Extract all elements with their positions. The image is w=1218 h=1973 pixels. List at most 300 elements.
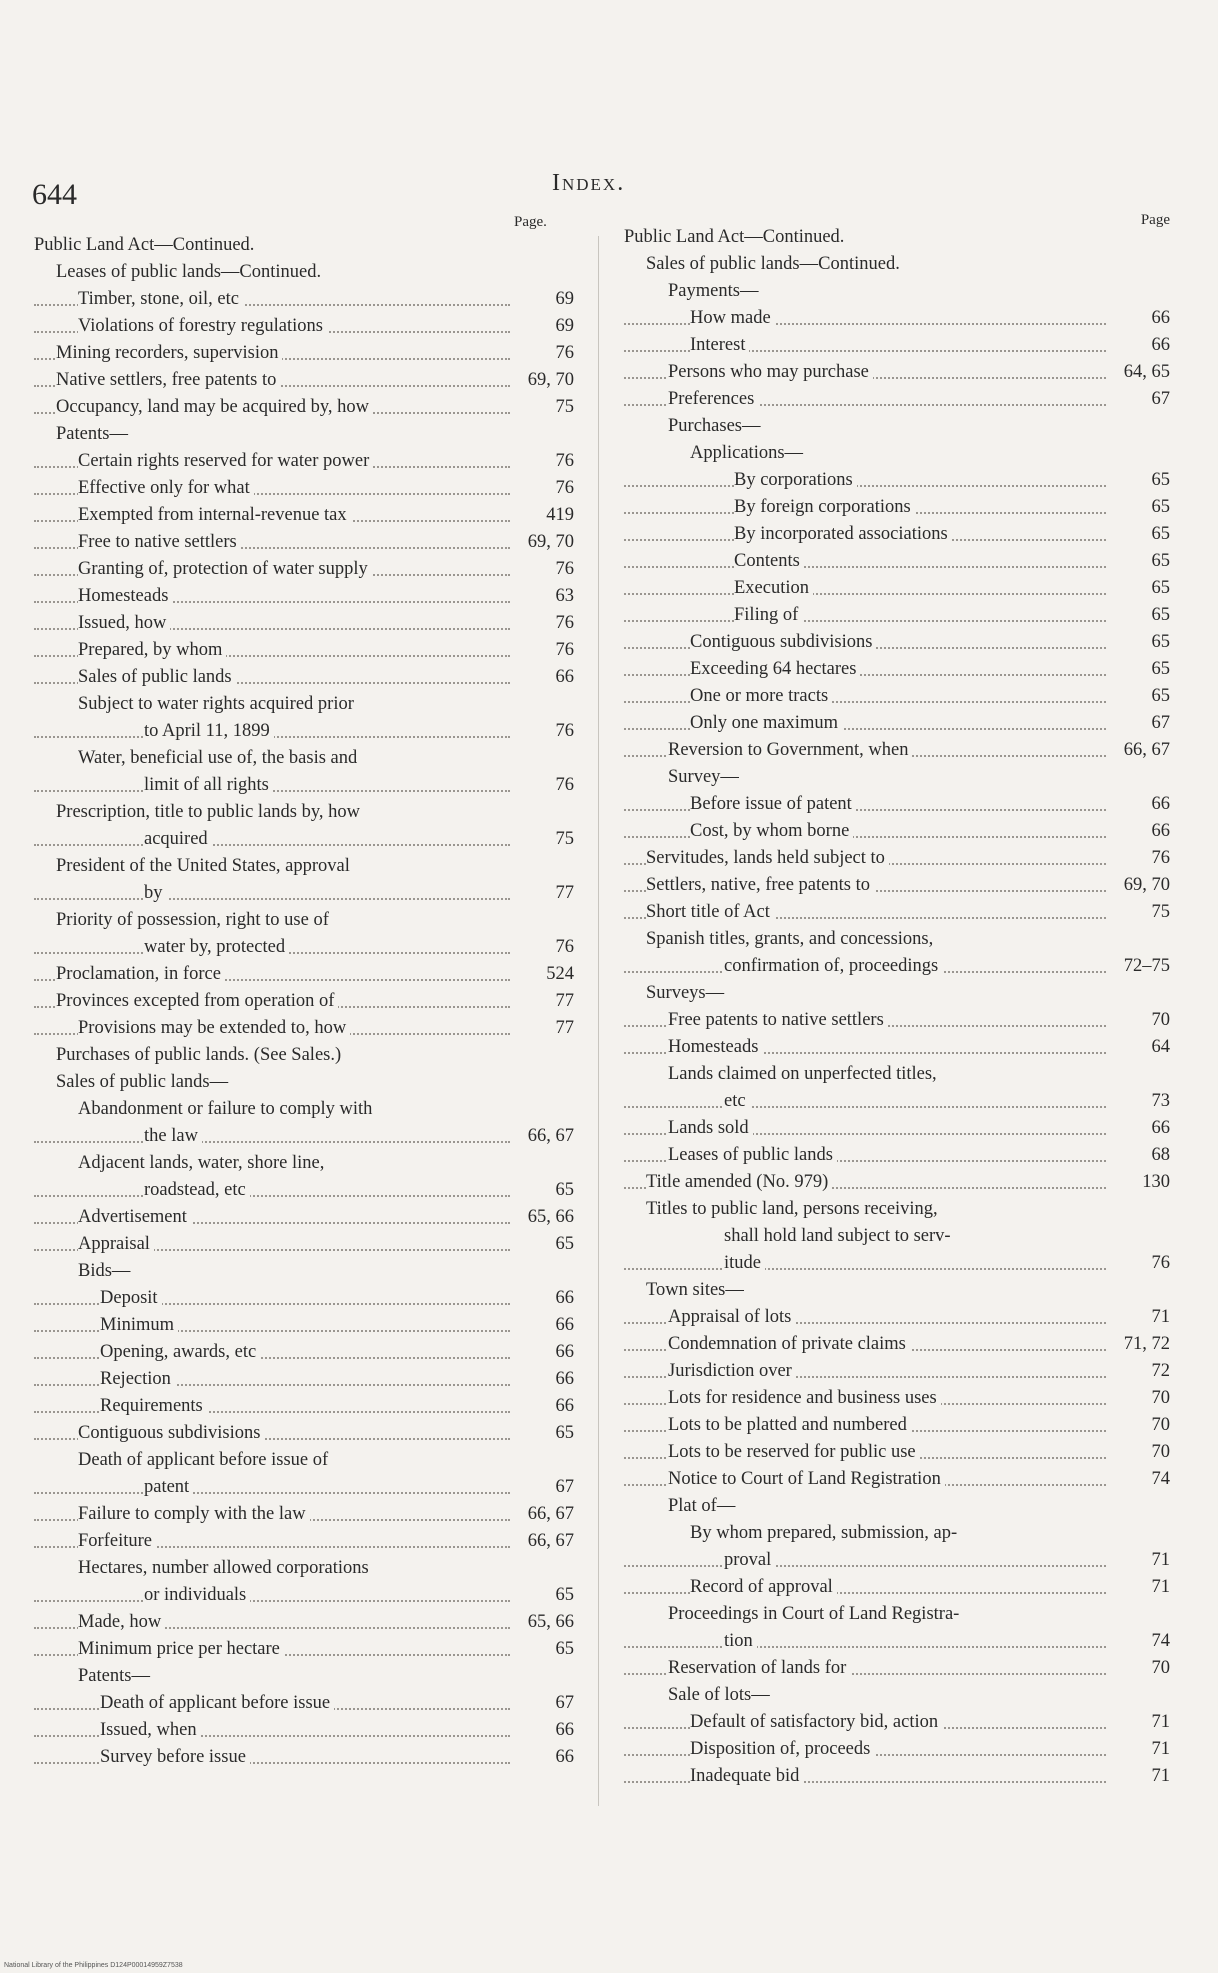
- index-entry-page: 65: [1108, 575, 1170, 602]
- index-entry-label: Lots for residence and business uses: [668, 1388, 941, 1408]
- index-entry: [624, 1493, 1170, 1520]
- index-entry-page: 73: [1108, 1088, 1170, 1115]
- index-entry-label: Homesteads: [78, 586, 172, 606]
- index-entry-page: 69, 70: [512, 529, 574, 556]
- index-entry-page: 71: [1108, 1574, 1170, 1601]
- index-entry: [624, 251, 1170, 278]
- index-entry: [624, 1439, 1170, 1466]
- index-entry: [624, 1682, 1170, 1709]
- index-entry: [34, 610, 574, 637]
- index-entry-page: 74: [1108, 1628, 1170, 1655]
- index-entry: [34, 1501, 574, 1528]
- index-entry-label: Priority of possession, right to use of: [56, 910, 329, 930]
- index-entry-page: 71, 72: [1108, 1331, 1170, 1358]
- index-entry-label: Reservation of lands for: [668, 1658, 850, 1678]
- index-entry: [34, 1285, 574, 1312]
- index-entry: [34, 1582, 574, 1609]
- index-entry-label: Homesteads: [668, 1037, 762, 1057]
- index-entry-label: limit of all rights: [144, 775, 273, 795]
- index-entry-label: Effective only for what: [78, 478, 254, 498]
- index-entry-label: Minimum: [100, 1315, 178, 1335]
- index-column-right: [624, 210, 1170, 1790]
- index-entry-label: Forfeiture: [78, 1531, 156, 1551]
- index-entry: [624, 224, 1170, 251]
- index-entry-label: Deposit: [100, 1288, 162, 1308]
- index-entry-page: 524: [512, 961, 574, 988]
- index-entry-label: Interest: [690, 335, 749, 355]
- index-entry-page: 76: [512, 610, 574, 637]
- index-entry-label: Public Land Act—Continued.: [34, 235, 255, 255]
- index-entry-label: Sales of public lands—: [56, 1072, 229, 1092]
- index-entry: [34, 1555, 574, 1582]
- index-entry-label: Water, beneficial use of, the basis and: [78, 748, 358, 768]
- index-entry-label: Titles to public land, persons receiving,: [646, 1199, 938, 1219]
- index-entry: [34, 1690, 574, 1717]
- index-entry: [624, 1304, 1170, 1331]
- index-entry-page: 66: [512, 1366, 574, 1393]
- index-entry-label: proval: [724, 1550, 775, 1570]
- index-entry-page: 70: [1108, 1007, 1170, 1034]
- index-entry-page: 64: [1108, 1034, 1170, 1061]
- index-entry-page: 65, 66: [512, 1609, 574, 1636]
- index-entry: [34, 1069, 574, 1096]
- index-entry: [34, 529, 574, 556]
- index-entry-page: 66, 67: [512, 1123, 574, 1150]
- index-entry: [624, 467, 1170, 494]
- index-entry-page: 65: [1108, 467, 1170, 494]
- index-entry: [34, 1339, 574, 1366]
- index-entry: [624, 1115, 1170, 1142]
- index-entry-label: Timber, stone, oil, etc: [78, 289, 243, 309]
- index-entry-page: 76: [512, 772, 574, 799]
- index-entry-label: Servitudes, lands held subject to: [646, 848, 889, 868]
- index-entry: [624, 1763, 1170, 1790]
- scan-footer: National Library of the Philippines D124P00014959Z7538: [4, 1962, 183, 1969]
- index-entry: [624, 1331, 1170, 1358]
- index-entry: [624, 926, 1170, 953]
- index-entry: [34, 340, 574, 367]
- index-entry-label: Spanish titles, grants, and concessions,: [646, 929, 934, 949]
- index-entry-label: Abandonment or failure to comply with: [78, 1099, 373, 1119]
- index-entry: [624, 1196, 1170, 1223]
- index-entry-page: 66: [512, 1339, 574, 1366]
- index-entry-label: Exempted from internal-revenue tax: [78, 505, 351, 525]
- index-entry-page: 67: [1108, 386, 1170, 413]
- index-entry: [34, 1150, 574, 1177]
- page-number: 644: [32, 178, 77, 211]
- index-entry-label: Minimum price per hectare: [78, 1639, 284, 1659]
- index-entry: [34, 286, 574, 313]
- index-entry: [34, 853, 574, 880]
- index-entry-label: Execution: [734, 578, 813, 598]
- index-entry-label: Settlers, native, free patents to: [646, 875, 874, 895]
- index-entry: [624, 386, 1170, 413]
- index-entry: [34, 583, 574, 610]
- index-entry-page: 64, 65: [1108, 359, 1170, 386]
- index-entry-page: 65: [1108, 494, 1170, 521]
- index-entry-label: itude: [724, 1253, 765, 1273]
- index-entry-label: Adjacent lands, water, shore line,: [78, 1153, 325, 1173]
- index-entry-label: to April 11, 1899: [144, 721, 274, 741]
- index-entry-label: confirmation of, proceedings: [724, 956, 942, 976]
- index-entry: [624, 953, 1170, 980]
- index-entry-label: Requirements: [100, 1396, 207, 1416]
- index-entry-label: Reversion to Government, when: [668, 740, 912, 760]
- index-entry-page: 69, 70: [512, 367, 574, 394]
- index-entry-label: Record of approval: [690, 1577, 837, 1597]
- index-entry-label: Notice to Court of Land Registration: [668, 1469, 945, 1489]
- index-entry-page: 71: [1108, 1763, 1170, 1790]
- index-entry-label: Bids—: [78, 1261, 131, 1281]
- index-entry-page: 66, 67: [512, 1528, 574, 1555]
- index-entry-page: 65: [1108, 683, 1170, 710]
- index-entry-page: 65: [512, 1636, 574, 1663]
- index-entry-label: Provinces excepted from operation of: [56, 991, 338, 1011]
- index-entry-page: 66: [512, 664, 574, 691]
- index-entry: [34, 1123, 574, 1150]
- index-entry-label: Issued, when: [100, 1720, 201, 1740]
- index-entry-label: Condemnation of private claims: [668, 1334, 910, 1354]
- index-entry-label: water by, protected: [144, 937, 289, 957]
- index-entry: [624, 1007, 1170, 1034]
- index-entry-label: How made: [690, 308, 775, 328]
- index-entry-page: 71: [1108, 1547, 1170, 1574]
- index-entry-label: Contiguous subdivisions: [690, 632, 876, 652]
- index-entry: [624, 1655, 1170, 1682]
- index-entry-label: Death of applicant before issue of: [78, 1450, 329, 1470]
- index-entry: [624, 1142, 1170, 1169]
- index-entry-label: Jurisdiction over: [668, 1361, 796, 1381]
- index-entry-page: 70: [1108, 1385, 1170, 1412]
- index-entry: [34, 826, 574, 853]
- index-entry-label: patent: [144, 1477, 193, 1497]
- index-entry-label: acquired: [144, 829, 212, 849]
- index-entry: [34, 448, 574, 475]
- index-entry-page: 65, 66: [512, 1204, 574, 1231]
- index-entry-label: Survey—: [668, 767, 739, 787]
- index-entry: [624, 1709, 1170, 1736]
- index-entry: [34, 1096, 574, 1123]
- index-entry-page: 76: [1108, 1250, 1170, 1277]
- index-entry: [624, 575, 1170, 602]
- index-entry-label: Inadequate bid: [690, 1766, 803, 1786]
- index-entry: [624, 683, 1170, 710]
- index-entry-page: 65: [512, 1582, 574, 1609]
- index-entry: [624, 1250, 1170, 1277]
- index-entry-page: 76: [512, 718, 574, 745]
- index-entry-page: 63: [512, 583, 574, 610]
- index-entry-page: 77: [512, 988, 574, 1015]
- index-entry: [624, 1034, 1170, 1061]
- index-entry: [624, 1277, 1170, 1304]
- page-title: Index.: [552, 170, 626, 196]
- index-entry-label: roadstead, etc: [144, 1180, 250, 1200]
- index-entry-page: 65: [512, 1177, 574, 1204]
- index-entry-label: Purchases—: [668, 416, 761, 436]
- index-entry-label: etc: [724, 1091, 750, 1111]
- index-entry-page: 130: [1108, 1169, 1170, 1196]
- index-entry-page: 69: [512, 286, 574, 313]
- index-entry: [34, 475, 574, 502]
- index-entry: [34, 421, 574, 448]
- index-entry-page: 76: [512, 934, 574, 961]
- index-entry-page: 66: [1108, 791, 1170, 818]
- index-entry-label: Free patents to native settlers: [668, 1010, 888, 1030]
- index-entry: [624, 1466, 1170, 1493]
- index-entry: [624, 1169, 1170, 1196]
- index-entry-label: One or more tracts: [690, 686, 832, 706]
- index-entry-label: Leases of public lands: [668, 1145, 837, 1165]
- index-entry-page: 65: [1108, 548, 1170, 575]
- index-entry-page: 65: [1108, 629, 1170, 656]
- index-entry-label: Applications—: [690, 443, 804, 463]
- index-entry-label: Patents—: [56, 424, 128, 444]
- index-entry-page: 66: [1108, 818, 1170, 845]
- index-entry: [34, 232, 574, 259]
- index-entry: [624, 710, 1170, 737]
- index-entry-label: Public Land Act—Continued.: [624, 227, 845, 247]
- index-entry-page: 71: [1108, 1736, 1170, 1763]
- index-entry-page: 66: [1108, 332, 1170, 359]
- index-entry-label: Provisions may be extended to, how: [78, 1018, 350, 1038]
- index-entry: [624, 1223, 1170, 1250]
- index-entry-page: 66: [512, 1744, 574, 1771]
- index-entry-label: Preferences: [668, 389, 758, 409]
- index-entry-label: Proceedings in Court of Land Registra-: [668, 1604, 960, 1624]
- index-entry: [34, 961, 574, 988]
- index-entry: [624, 656, 1170, 683]
- index-entry-label: Issued, how: [78, 613, 170, 633]
- index-entry-label: Plat of—: [668, 1496, 736, 1516]
- index-entry-page: 65: [1108, 602, 1170, 629]
- index-entry-label: Appraisal of lots: [668, 1307, 795, 1327]
- index-entry-label: By corporations: [734, 470, 857, 490]
- index-entry-label: Lots to be reserved for public use: [668, 1442, 920, 1462]
- index-entry: [34, 637, 574, 664]
- index-entry-page: 65: [512, 1231, 574, 1258]
- index-entry: [34, 718, 574, 745]
- index-entry: [34, 1366, 574, 1393]
- index-entry-label: Free to native settlers: [78, 532, 241, 552]
- index-entry: [624, 764, 1170, 791]
- index-entry-label: Prescription, title to public lands by, how: [56, 802, 361, 822]
- index-entry: [34, 1231, 574, 1258]
- index-entry-label: Opening, awards, etc: [100, 1342, 260, 1362]
- index-entry-page: 65: [1108, 521, 1170, 548]
- index-entry-page: 67: [512, 1474, 574, 1501]
- index-entry-label: Exceeding 64 hectares: [690, 659, 860, 679]
- index-entry-page: 70: [1108, 1655, 1170, 1682]
- index-entry-label: Short title of Act: [646, 902, 774, 922]
- index-entry: [624, 980, 1170, 1007]
- index-entry-page: 66: [512, 1285, 574, 1312]
- index-entry-label: Death of applicant before issue: [100, 1693, 334, 1713]
- index-entry: [624, 629, 1170, 656]
- index-entry-label: Disposition of, proceeds: [690, 1739, 874, 1759]
- index-entry-label: Default of satisfactory bid, action: [690, 1712, 942, 1732]
- index-entry-label: Patents—: [78, 1666, 150, 1686]
- index-entry: [624, 899, 1170, 926]
- index-entry-page: 66: [512, 1312, 574, 1339]
- index-entry-page: 72–75: [1108, 953, 1170, 980]
- index-entry: [34, 1420, 574, 1447]
- index-entry-page: 75: [512, 826, 574, 853]
- index-entry-page: 70: [1108, 1439, 1170, 1466]
- index-entry-page: 67: [512, 1690, 574, 1717]
- index-entry-label: Certain rights reserved for water power: [78, 451, 373, 471]
- index-entry: [624, 1520, 1170, 1547]
- index-entry-label: Contents: [734, 551, 804, 571]
- index-entry: [34, 1177, 574, 1204]
- index-entry: [34, 1393, 574, 1420]
- index-entry-label: Sale of lots—: [668, 1685, 770, 1705]
- index-entry: [624, 1547, 1170, 1574]
- index-entry-label: Failure to comply with the law: [78, 1504, 310, 1524]
- index-entry: [34, 1258, 574, 1285]
- index-entry: [34, 1528, 574, 1555]
- index-entry-label: Rejection: [100, 1369, 175, 1389]
- index-entry: [624, 1601, 1170, 1628]
- index-entry: [34, 313, 574, 340]
- index-entry-page: 76: [1108, 845, 1170, 872]
- index-entry: [624, 1358, 1170, 1385]
- index-entry-page: 77: [512, 1015, 574, 1042]
- index-entry: [34, 1204, 574, 1231]
- index-entry: [624, 440, 1170, 467]
- index-entry: [34, 907, 574, 934]
- index-entry-label: Prepared, by whom: [78, 640, 226, 660]
- index-entry: [34, 664, 574, 691]
- index-entry: [624, 737, 1170, 764]
- index-entry-page: 76: [512, 475, 574, 502]
- index-entry: [624, 1385, 1170, 1412]
- index-entry-label: President of the United States, approval: [56, 856, 350, 876]
- index-entry: [34, 691, 574, 718]
- index-column-left: [34, 212, 574, 1771]
- index-entry: [34, 1042, 574, 1069]
- index-entry-page: 66: [512, 1393, 574, 1420]
- index-entry: [624, 359, 1170, 386]
- index-entry-page: 75: [512, 394, 574, 421]
- index-entry-label: Before issue of patent: [690, 794, 856, 814]
- index-entry: [34, 1663, 574, 1690]
- index-entry-label: Purchases of public lands. (See Sales.): [56, 1045, 342, 1065]
- index-entry: [34, 394, 574, 421]
- index-entry: [34, 1717, 574, 1744]
- index-entry: [34, 934, 574, 961]
- index-entry: [624, 305, 1170, 332]
- index-entry-page: 71: [1108, 1304, 1170, 1331]
- index-entry: [34, 259, 574, 286]
- index-entry: [624, 494, 1170, 521]
- index-entry-page: 76: [512, 340, 574, 367]
- index-entry-label: Subject to water rights acquired prior: [78, 694, 354, 714]
- index-entry-label: By foreign corporations: [734, 497, 915, 517]
- index-entry: [34, 1015, 574, 1042]
- index-entry-page: 77: [512, 880, 574, 907]
- index-entry-label: Sales of public lands—Continued.: [646, 254, 900, 274]
- index-entry: [34, 880, 574, 907]
- index-entry-label: Violations of forestry regulations: [78, 316, 327, 336]
- index-entry: [624, 1412, 1170, 1439]
- index-entry-label: Title amended (No. 979): [646, 1172, 832, 1192]
- index-entry-label: by: [144, 883, 167, 903]
- index-entry: [34, 502, 574, 529]
- index-entry-page: 419: [512, 502, 574, 529]
- index-entry-page: 66, 67: [512, 1501, 574, 1528]
- index-entry-page: 66: [512, 1717, 574, 1744]
- index-entry-page: 70: [1108, 1412, 1170, 1439]
- index-entry-label: the law: [144, 1126, 202, 1146]
- index-entry-page: 75: [1108, 899, 1170, 926]
- index-entry-label: Mining recorders, supervision: [56, 343, 282, 363]
- index-entry-page: 76: [512, 448, 574, 475]
- index-entry-page: 74: [1108, 1466, 1170, 1493]
- index-entry-label: Leases of public lands—Continued.: [56, 262, 322, 282]
- index-entry-label: Filing of: [734, 605, 802, 625]
- index-entry-label: Surveys—: [646, 983, 725, 1003]
- index-entry-label: Survey before issue: [100, 1747, 250, 1767]
- index-entry: [34, 1744, 574, 1771]
- index-entry: [34, 745, 574, 772]
- index-entry-page: 66: [1108, 1115, 1170, 1142]
- index-entry: [34, 988, 574, 1015]
- index-entry: [34, 367, 574, 394]
- index-entry-page: 65: [512, 1420, 574, 1447]
- index-entry-label: Made, how: [78, 1612, 165, 1632]
- index-entry: [34, 1447, 574, 1474]
- index-entry-label: Granting of, protection of water supply: [78, 559, 372, 579]
- index-entry-label: By whom prepared, submission, ap-: [690, 1523, 958, 1543]
- index-entry-label: Cost, by whom borne: [690, 821, 853, 841]
- index-entry-label: Native settlers, free patents to: [56, 370, 280, 390]
- index-entry: [624, 548, 1170, 575]
- index-entry: [624, 278, 1170, 305]
- index-entry-page: 76: [512, 556, 574, 583]
- index-entry: [624, 1574, 1170, 1601]
- index-entry: [624, 872, 1170, 899]
- index-entry-page: 67: [1108, 710, 1170, 737]
- index-entry-page: 66, 67: [1108, 737, 1170, 764]
- index-entry-label: By incorporated associations: [734, 524, 952, 544]
- page-column-heading: Page.: [514, 214, 547, 230]
- index-entry-page: 66: [1108, 305, 1170, 332]
- index-entry: [34, 799, 574, 826]
- index-entry-page: 71: [1108, 1709, 1170, 1736]
- index-entry-label: Advertisement: [78, 1207, 191, 1227]
- index-entry: [624, 818, 1170, 845]
- index-entry: [624, 845, 1170, 872]
- index-entry-label: or individuals: [144, 1585, 250, 1605]
- index-entry-label: Appraisal: [78, 1234, 154, 1254]
- index-entry: [624, 1736, 1170, 1763]
- index-entry: [624, 1628, 1170, 1655]
- index-entry: [34, 1636, 574, 1663]
- index-entry-label: Sales of public lands: [78, 667, 236, 687]
- index-entry: [624, 521, 1170, 548]
- index-entry-page: 68: [1108, 1142, 1170, 1169]
- index-entry-page: 69, 70: [1108, 872, 1170, 899]
- index-entry: [34, 1474, 574, 1501]
- index-entry-page: 76: [512, 637, 574, 664]
- index-entry: [624, 1061, 1170, 1088]
- page-column-heading: Page: [1140, 212, 1170, 228]
- index-entry-label: Lots to be platted and numbered: [668, 1415, 911, 1435]
- index-entry-label: Lands claimed on unperfected titles,: [668, 1064, 937, 1084]
- index-entry-page: 65: [1108, 656, 1170, 683]
- column-divider: [598, 236, 599, 1806]
- index-entry: [34, 772, 574, 799]
